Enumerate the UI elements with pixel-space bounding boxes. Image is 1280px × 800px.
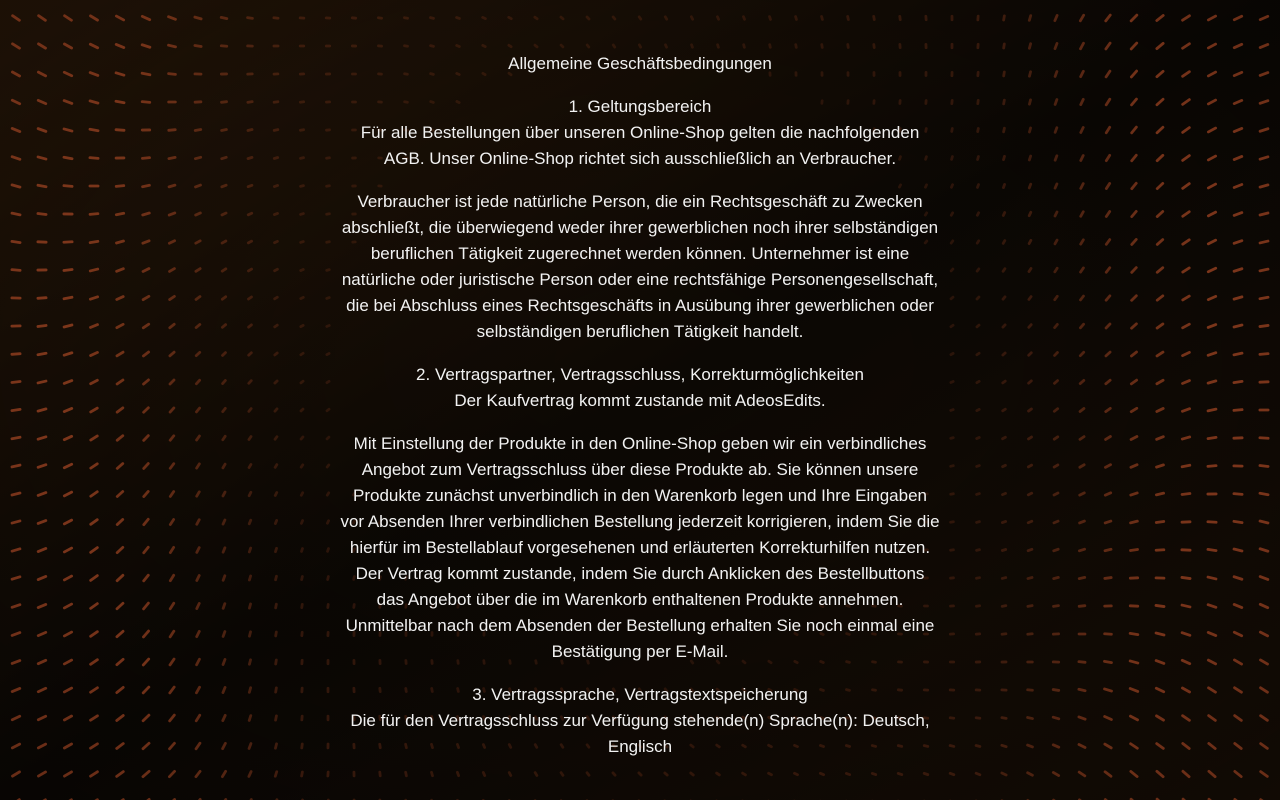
page-title: Allgemeine Geschäftsbedingungen xyxy=(508,54,772,73)
section-heading-geltungsbereich: 1. Geltungsbereich xyxy=(568,97,712,116)
section-paragraph: Für alle Bestellungen über unseren Online-Shop gelten die nachfolgenden AGB. Unser Online-Shop richtet sich ausschließlich an Verbraucher. xyxy=(360,123,920,168)
section-heading-vertragspartner: 2. Vertragspartner, Vertragsschluss, Korrekturmöglichkeiten xyxy=(416,365,864,384)
section-paragraph: Die für den Vertragsschluss zur Verfügung stehende(n) Sprache(n): Deutsch, Englisch xyxy=(350,711,930,756)
terms-content xyxy=(340,51,940,760)
section-paragraph: Der Kaufvertrag kommt zustande mit AdeosEdits. xyxy=(454,391,826,410)
section-paragraph: Verbraucher ist jede natürliche Person, die ein Rechtsgeschäft zu Zwecken abschließt, die überwiegend weder ihrer gewerblichen noch ihrer selbständigen beruflichen Tätigkeit zugerechnet werden können. Unternehmer ist eine natürliche oder juristische Person oder eine rechtsfähige Personengesellschaft, die bei Abschluss eines Rechtsgeschäfts in Ausübung ihrer gewerblichen oder selbständigen beruflichen Tätigkeit handelt. xyxy=(341,192,939,341)
section-paragraph: Mit Einstellung der Produkte in den Online-Shop geben wir ein verbindliches Angebot zum Vertragsschluss über diese Produkte ab. Sie können unsere Produkte zunächst unverbindlich in den Warenkorb legen und Ihre Eingaben vor Absenden Ihrer verbindlichen Bestellung jederzeit korrigieren, indem Sie die hierfür im Bestellablauf vorgesehenen und erläuterten Korrekturhilfen nutzen. Der Vertrag kommt zustande, indem Sie durch Anklicken des Bestellbuttons das Angebot über die im Warenkorb enthaltenen Produkte annehmen. Unmittelbar nach dem Absenden der Bestellung erhalten Sie noch einmal eine Bestätigung per E-Mail. xyxy=(340,434,940,661)
section-heading-vertragssprache: 3. Vertragssprache, Vertragstextspeicherung xyxy=(472,685,808,704)
